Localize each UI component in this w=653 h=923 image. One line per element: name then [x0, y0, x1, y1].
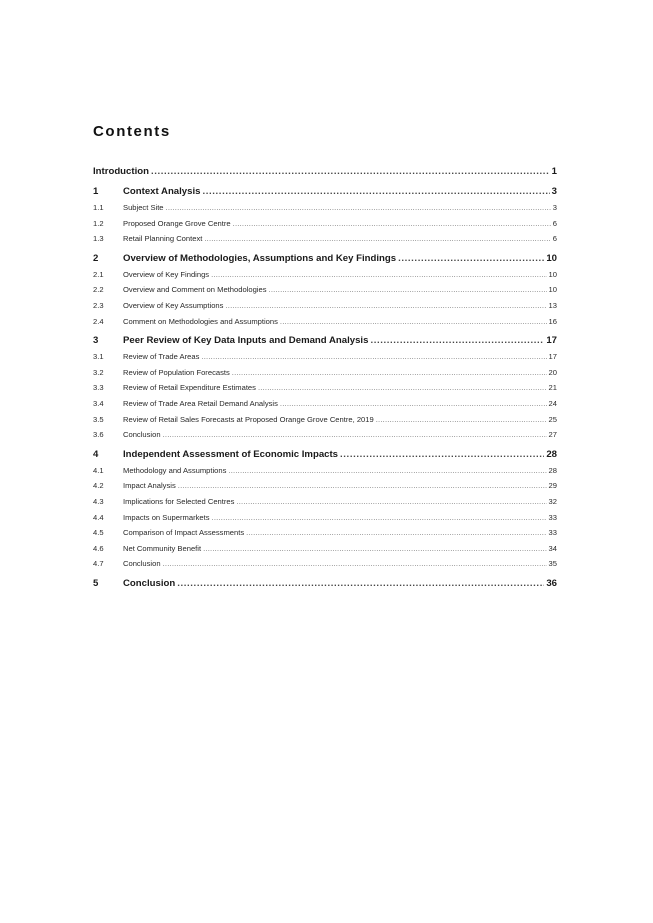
toc-subsection-2.3[interactable]	[93, 298, 557, 314]
dot-leader	[178, 478, 547, 494]
toc-subsection-page: 10	[548, 285, 557, 295]
toc-subsection-2.1[interactable]	[93, 267, 557, 283]
toc-subsection-3.2[interactable]	[93, 365, 557, 381]
toc-section-number: 3	[93, 335, 99, 347]
toc-section-number: 4	[93, 448, 99, 460]
dot-leader	[269, 282, 547, 298]
toc-subsection-label: Conclusion	[123, 559, 161, 569]
dot-leader	[201, 349, 546, 365]
dot-leader	[340, 447, 544, 463]
toc-section-2[interactable]	[93, 251, 557, 267]
toc-subsection-label: Review of Trade Area Retail Demand Analysis	[123, 398, 278, 408]
dot-leader	[233, 216, 551, 232]
toc-section-label: Context Analysis	[123, 186, 201, 197]
toc-subsection-number: 3.4	[93, 398, 104, 408]
toc-subsection-label: Conclusion	[123, 430, 161, 440]
toc-subsection-page: 27	[548, 430, 557, 440]
toc-subsection-number: 4.3	[93, 496, 104, 506]
toc-section-3[interactable]	[93, 333, 557, 349]
table-of-contents	[93, 164, 557, 592]
toc-subsection-page: 3	[552, 203, 557, 212]
toc-subsection-page: 35	[548, 559, 557, 569]
toc-subsection-number: 1.3	[93, 234, 104, 244]
toc-subsection-3.5[interactable]	[93, 412, 557, 428]
toc-section-number: 1	[93, 186, 99, 197]
dot-leader	[225, 298, 546, 314]
toc-subsection-number: 1.1	[93, 203, 104, 212]
toc-subsection-1.2[interactable]	[93, 216, 557, 232]
toc-section-1[interactable]	[93, 184, 557, 200]
toc-subsection-number: 4.4	[93, 512, 104, 522]
toc-subsection-page: 24	[548, 398, 557, 408]
toc-subsection-number: 3.1	[93, 352, 104, 362]
toc-subsection-1.1[interactable]	[93, 200, 557, 216]
dot-leader	[151, 164, 550, 180]
dot-leader	[246, 525, 546, 541]
toc-subsection-page: 28	[548, 465, 557, 475]
dot-leader	[204, 231, 550, 247]
toc-subsection-page: 33	[548, 512, 557, 522]
toc-subsection-page: 6	[552, 234, 557, 244]
toc-subsection-page: 33	[548, 528, 557, 538]
toc-subsection-3.4[interactable]	[93, 396, 557, 412]
dot-leader	[163, 427, 547, 443]
toc-subsection-page: 29	[548, 481, 557, 491]
dot-leader	[280, 314, 547, 330]
toc-entry-label: Introduction	[93, 166, 149, 177]
toc-subsection-4.3[interactable]	[93, 494, 557, 510]
dot-leader	[202, 184, 549, 200]
toc-subsection-page: 32	[548, 496, 557, 506]
toc-subsection-number: 4.2	[93, 481, 104, 491]
toc-subsection-number: 4.7	[93, 559, 104, 569]
toc-subsection-label: Review of Trade Areas	[123, 352, 200, 362]
contents-heading: Contents	[93, 123, 171, 140]
toc-subsection-page: 34	[548, 543, 557, 553]
toc-subsection-page: 13	[548, 300, 557, 310]
dot-leader	[177, 576, 544, 592]
toc-subsection-label: Impacts on Supermarkets	[123, 512, 210, 522]
toc-subsection-number: 3.6	[93, 430, 104, 440]
toc-subsection-2.4[interactable]	[93, 314, 557, 330]
toc-subsection-label: Overview and Comment on Methodologies	[123, 285, 267, 295]
toc-subsection-page: 17	[548, 352, 557, 362]
toc-subsection-number: 3.5	[93, 414, 104, 424]
toc-section-5[interactable]	[93, 576, 557, 592]
toc-subsection-label: Net Community Benefit	[123, 543, 202, 553]
toc-subsection-label: Implications for Selected Centres	[123, 496, 235, 506]
toc-subsection-label: Review of Retail Sales Forecasts at Proposed Orange Grove Centre, 2019	[123, 414, 374, 424]
toc-subsection-3.1[interactable]	[93, 349, 557, 365]
toc-subsection-number: 4.5	[93, 528, 104, 538]
toc-subsection-4.5[interactable]	[93, 525, 557, 541]
toc-subsection-1.3[interactable]	[93, 231, 557, 247]
dot-leader	[211, 267, 546, 283]
toc-subsection-number: 2.4	[93, 316, 104, 326]
toc-section-label: Peer Review of Key Data Inputs and Demand Analysis	[123, 335, 369, 347]
toc-subsection-page: 6	[552, 218, 557, 228]
toc-subsection-4.6[interactable]	[93, 541, 557, 557]
toc-subsection-4.2[interactable]	[93, 478, 557, 494]
toc-subsection-label: Overview of Key Assumptions	[123, 300, 224, 310]
dot-leader	[212, 510, 547, 526]
toc-section-label: Conclusion	[123, 577, 176, 589]
toc-subsection-3.6[interactable]	[93, 427, 557, 443]
toc-section-page: 28	[546, 448, 557, 460]
toc-subsection-3.3[interactable]	[93, 380, 557, 396]
dot-leader	[398, 251, 544, 267]
toc-section-label: Overview of Methodologies, Assumptions and Key Findings	[123, 252, 397, 264]
dot-leader	[370, 333, 544, 349]
toc-entry-page: 1	[551, 166, 557, 177]
dot-leader	[258, 380, 547, 396]
dot-leader	[376, 412, 547, 428]
toc-section-number: 5	[93, 577, 99, 589]
toc-subsection-number: 2.2	[93, 285, 104, 295]
toc-section-label: Independent Assessment of Economic Impacts	[123, 448, 339, 460]
toc-subsection-page: 10	[548, 269, 557, 279]
toc-section-4[interactable]	[93, 447, 557, 463]
toc-subsection-page: 21	[548, 383, 557, 393]
toc-section-page: 17	[546, 335, 557, 347]
toc-subsection-number: 4.1	[93, 465, 104, 475]
toc-subsection-number: 2.3	[93, 300, 104, 310]
toc-subsection-page: 25	[548, 414, 557, 424]
toc-subsection-4.1[interactable]	[93, 463, 557, 479]
toc-subsection-2.2[interactable]	[93, 282, 557, 298]
toc-subsection-label: Impact Analysis	[123, 481, 176, 491]
dot-leader	[203, 541, 546, 557]
toc-subsection-number: 3.2	[93, 367, 104, 377]
dot-leader	[228, 463, 546, 479]
toc-subsection-label: Comparison of Impact Assessments	[123, 528, 245, 538]
toc-section-page: 36	[546, 577, 557, 589]
toc-subsection-4.7[interactable]	[93, 556, 557, 572]
toc-subsection-number: 3.3	[93, 383, 104, 393]
toc-entry-introduction[interactable]	[93, 164, 557, 180]
toc-subsection-label: Review of Retail Expenditure Estimates	[123, 383, 256, 393]
toc-subsection-label: Review of Population Forecasts	[123, 367, 230, 377]
dot-leader	[163, 556, 547, 572]
dot-leader	[236, 494, 546, 510]
toc-subsection-number: 2.1	[93, 269, 104, 279]
toc-subsection-label: Proposed Orange Grove Centre	[123, 218, 231, 228]
toc-section-page: 10	[546, 252, 557, 264]
toc-subsection-label: Retail Planning Context	[123, 234, 203, 244]
toc-subsection-label: Overview of Key Findings	[123, 269, 210, 279]
toc-subsection-label: Methodology and Assumptions	[123, 465, 227, 475]
dot-leader	[166, 200, 551, 216]
toc-subsection-page: 16	[548, 316, 557, 326]
toc-subsection-page: 20	[548, 367, 557, 377]
toc-section-page: 3	[551, 186, 557, 197]
dot-leader	[232, 365, 547, 381]
toc-subsection-number: 4.6	[93, 543, 104, 553]
toc-subsection-4.4[interactable]	[93, 510, 557, 526]
dot-leader	[280, 396, 547, 412]
toc-subsection-label: Subject Site	[123, 203, 164, 212]
toc-subsection-label: Comment on Methodologies and Assumptions	[123, 316, 278, 326]
toc-subsection-number: 1.2	[93, 218, 104, 228]
toc-section-number: 2	[93, 252, 99, 264]
